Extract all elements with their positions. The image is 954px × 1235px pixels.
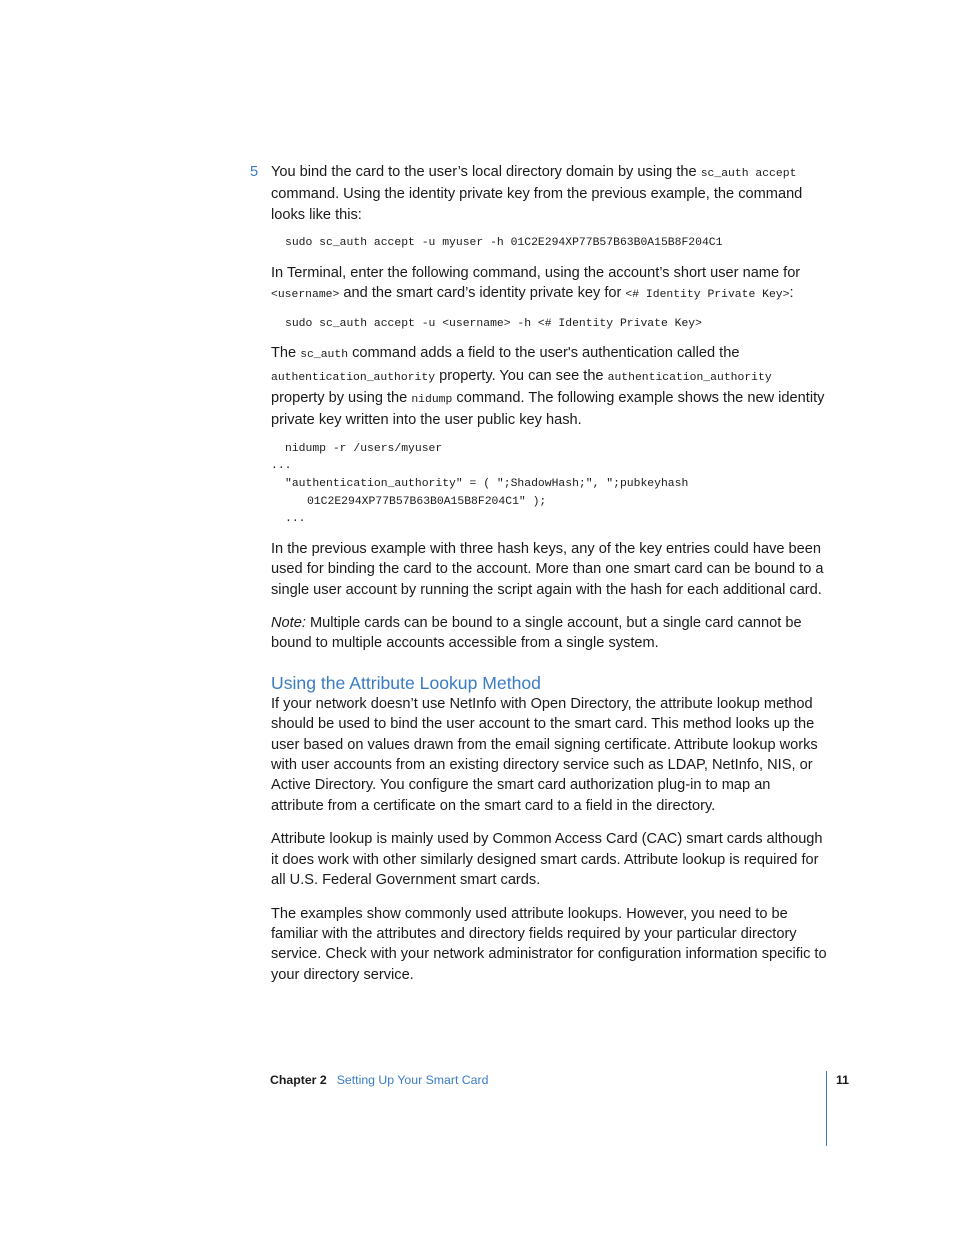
step-number: 5 (250, 164, 259, 180)
hash-paragraph: In the previous example with three hash keys, any of the key entries could have been used for binding the card to the account. More than one smart card can be bound to a single user account by running the script again with the hash for each additional card. (271, 540, 824, 598)
paragraph-text: and the smart card’s identity private key for (339, 285, 626, 302)
note-label: Note: (271, 615, 306, 632)
paragraph-text: The (271, 345, 301, 362)
page-body (250, 162, 827, 985)
step-text-part: command. Using the identity private key from the previous example, the command looks like this: (271, 186, 803, 223)
code-line: nidump -r /users/myuser (285, 442, 443, 455)
paragraph-text: command adds a field to the user's authentication called the (348, 345, 740, 362)
inline-code: authentication_authority (271, 371, 436, 384)
paragraph-text: command. The following example shows the new identity private key written into the user public key hash. (271, 390, 825, 429)
paragraph-text: property by using the (271, 390, 412, 407)
inline-code: <username> (271, 289, 340, 302)
code-line: ... (285, 513, 306, 526)
code-line: "authentication_authority" = ( ";ShadowHash;", ";pubkeyhash (285, 478, 689, 491)
code-example-3 (271, 441, 827, 529)
section-paragraph-2: Attribute lookup is mainly used by Common Access Card (CAC) smart cards although it does work with other similarly designed smart cards. Attribute lookup is required for all U.S. Federal Government smart cards. (271, 831, 823, 889)
sc-auth-paragraph (271, 343, 827, 431)
section-heading: Using the Attribute Lookup Method (271, 672, 541, 693)
footer-chapter-title: Setting Up Your Smart Card (336, 1073, 489, 1087)
code-line: ... (271, 460, 292, 473)
inline-code: sc_auth accept (700, 168, 797, 180)
step-text-part: You bind the card to the user’s local directory domain by using the (271, 164, 701, 180)
footer-chapter: Chapter 2 (270, 1073, 327, 1087)
section-paragraph-3: The examples show commonly used attribute lookups. However, you need to be familiar with the attributes and directory fields required by your particular directory service. Check with your network administrator for configuration information specific to your directory service. (271, 905, 827, 983)
paragraph-text: : (789, 285, 794, 302)
step-5 (250, 162, 827, 225)
paragraph-text: property. You can see the (435, 367, 608, 384)
inline-code: <# Identity Private Key> (625, 289, 790, 302)
page-number-rule (826, 1071, 827, 1146)
note-text: Multiple cards can be bound to a single account, but a single card cannot be bound to multiple accounts accessible from a single system. (271, 615, 802, 652)
page-footer (270, 1072, 488, 1088)
note-paragraph (271, 613, 827, 654)
paragraph-text: In Terminal, enter the following command, using the account’s short user name for (271, 264, 801, 281)
inline-code: authentication_authority (607, 371, 772, 384)
inline-code: sc_auth (300, 349, 349, 362)
terminal-paragraph (271, 263, 827, 306)
code-line: 01C2E294XP77B57B63B0A15B8F204C1" ); (307, 495, 547, 508)
inline-code: nidump (411, 394, 453, 407)
code-example-1: sudo sc_auth accept -u myuser -h 01C2E294XP77B57B63B0A15B8F204C1 (285, 237, 723, 250)
step-text (271, 162, 827, 225)
section-paragraph-1: If your network doesn’t use NetInfo with Open Directory, the attribute lookup method should be used to bind the user account to the smart card. This method looks up the user based on values drawn from the email signing certificate. Attribute lookup works with user accounts from an existing directory service such as LDAP, NetInfo, NIS, or Active Directory. You configure the smart card authorization plug-in to map an attribute from a certificate on the smart card to a field in the directory. (271, 695, 818, 814)
code-example-2: sudo sc_auth accept -u <username> -h <# Identity Private Key> (285, 317, 702, 330)
page-number: 11 (836, 1073, 849, 1087)
